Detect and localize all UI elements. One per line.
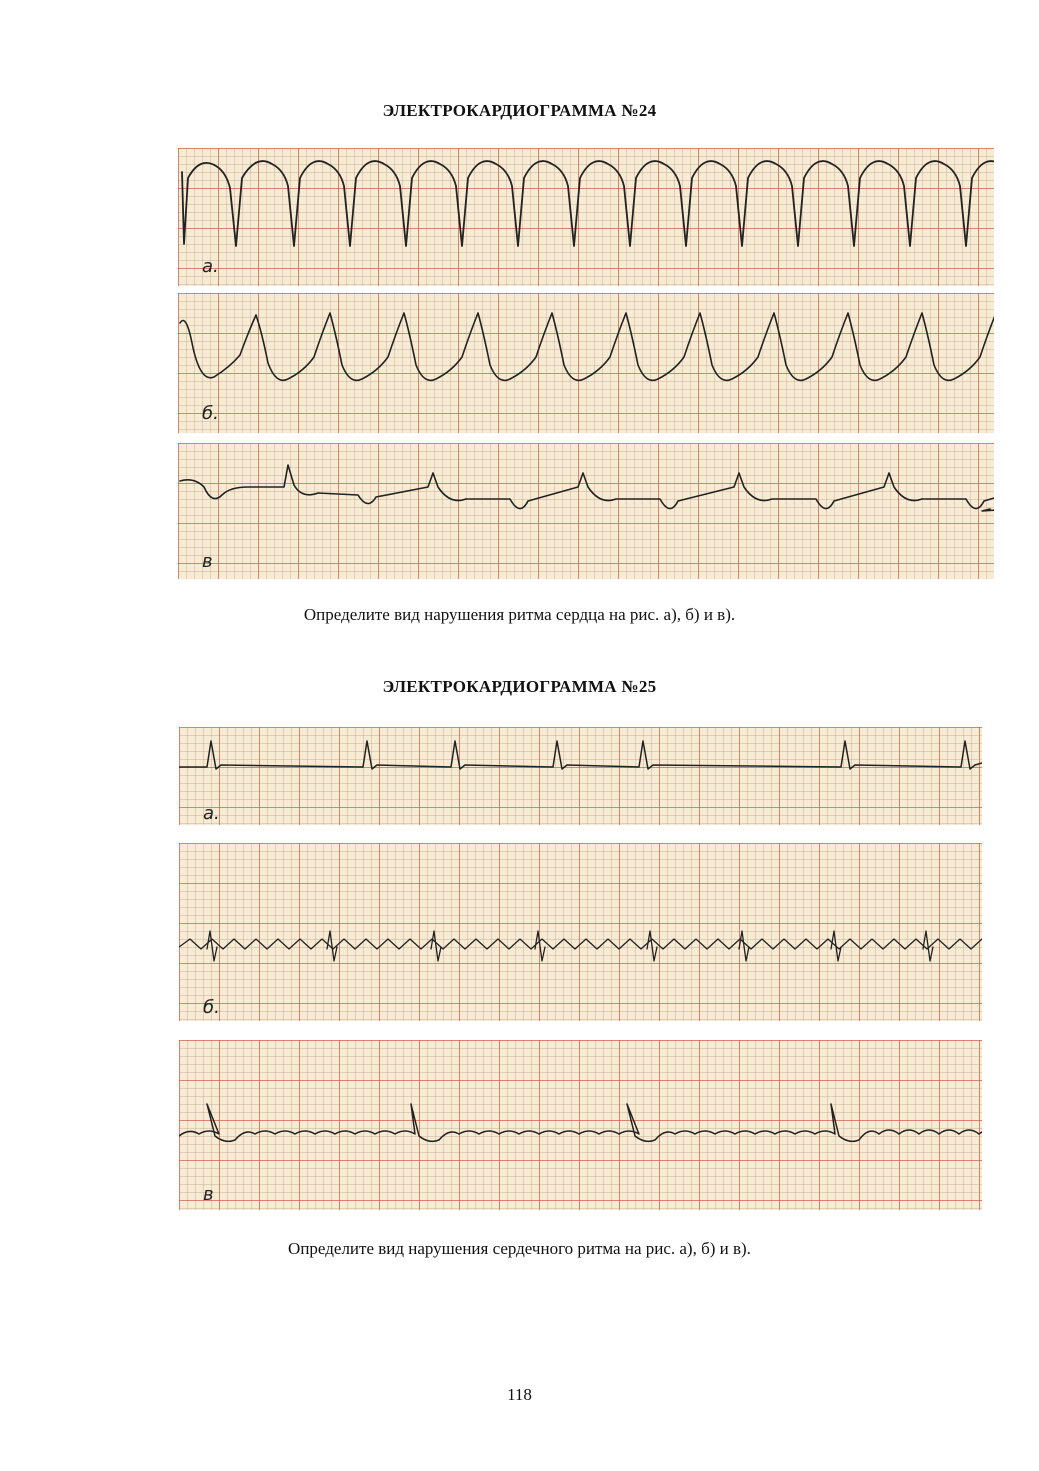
ecg24-strip-a-label: а. bbox=[202, 256, 219, 277]
page-number: 118 bbox=[507, 1385, 532, 1404]
ecg25-strip-c bbox=[179, 1040, 982, 1210]
ecg25-strip-a-label: а. bbox=[203, 803, 220, 824]
ecg24-trace-a bbox=[178, 148, 994, 286]
ecg24-caption: Определите вид нарушения ритма сердца на рис. а), б) и в). bbox=[303, 605, 736, 624]
ecg25-strip-a bbox=[179, 727, 982, 825]
ecg24-strip-b-label: б. bbox=[202, 403, 219, 424]
ecg24-strip-c-label: в bbox=[202, 551, 213, 572]
ecg24-trace-c bbox=[178, 443, 994, 579]
ecg25-strip-b bbox=[179, 843, 982, 1021]
ecg25-trace-b bbox=[179, 843, 982, 1021]
ecg24-trace-b bbox=[178, 293, 994, 433]
ecg25-trace-a bbox=[179, 727, 982, 825]
ecg25-strip-b-label: б. bbox=[203, 997, 220, 1018]
ecg25-title: ЭЛЕКТРОКАРДИОГРАММА №25 bbox=[382, 677, 657, 696]
ecg25-caption: Определите вид нарушения сердечного ритма на рис. а), б) и в). bbox=[288, 1239, 751, 1258]
ecg25-strip-c-label: в bbox=[203, 1184, 214, 1205]
ecg24-title: ЭЛЕКТРОКАРДИОГРАММА №24 bbox=[382, 101, 657, 120]
ecg25-trace-c bbox=[179, 1040, 982, 1210]
ecg24-strip-c bbox=[178, 443, 994, 579]
ecg24-strip-b bbox=[178, 293, 994, 433]
ecg24-strip-a bbox=[178, 148, 994, 286]
